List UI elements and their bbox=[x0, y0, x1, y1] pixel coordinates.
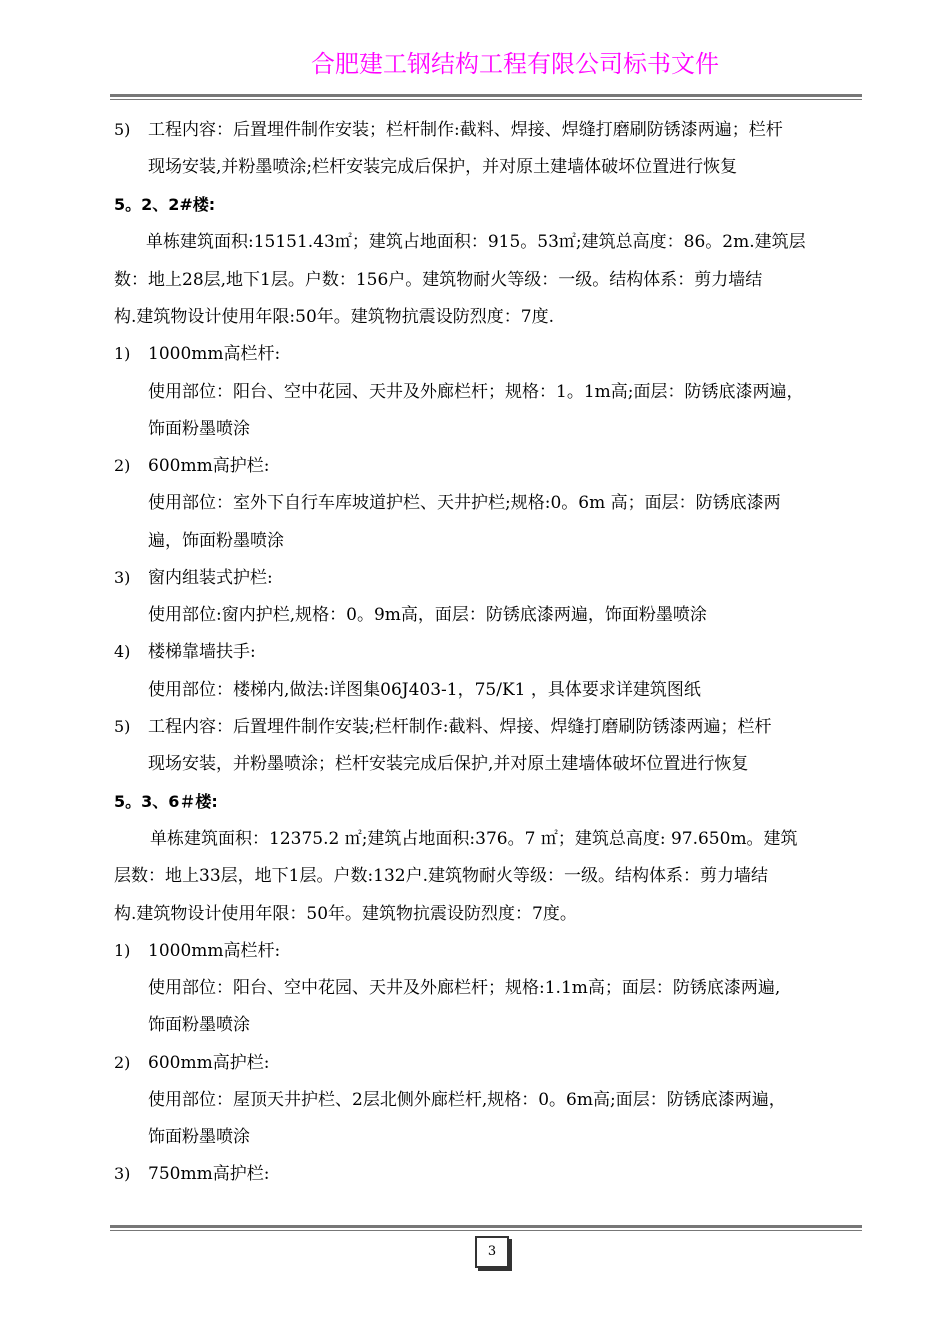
paragraph-line: 使用部位：屋顶天井护栏、2层北侧外廊栏杆,规格：0。6m高;面层：防锈底漆两遍， bbox=[148, 1090, 786, 1110]
paragraph-line: 现场安装，并粉墨喷涂；栏杆安装完成后保护,并对原土建墙体破坏位置进行恢复 bbox=[148, 754, 749, 774]
paragraph-line: 现场安装,并粉墨喷涂;栏杆安装完成后保护，并对原土建墙体破坏位置进行恢复 bbox=[148, 157, 738, 177]
paragraph-line: 数：地上28层,地下1层。户数：156户。建筑物耐火等级：一级。结构体系：剪力墙结 bbox=[114, 270, 763, 290]
list-number: 1) bbox=[114, 941, 131, 960]
paragraph-line: 工程内容：后置埋件制作安装；栏杆制作:截料、焊接、焊缝打磨刷防锈漆两遍；栏杆 bbox=[148, 120, 783, 140]
paragraph-line: 单栋建筑面积：12375.2 ㎡;建筑占地面积:376。7 ㎡；建筑总高度: 97.650m。建筑 bbox=[150, 829, 798, 849]
document-header-title: 合肥建工钢结构工程有限公司标书文件 bbox=[311, 50, 719, 78]
list-number: 2) bbox=[114, 456, 131, 475]
list-number: 5) bbox=[114, 717, 131, 736]
paragraph-line: 饰面粉墨喷涂 bbox=[148, 1015, 250, 1035]
paragraph-line: 遍，饰面粉墨喷涂 bbox=[148, 531, 284, 551]
list-number: 3) bbox=[114, 568, 131, 587]
paragraph-line: 饰面粉墨喷涂 bbox=[148, 419, 250, 439]
list-number: 1) bbox=[114, 344, 131, 363]
paragraph-line: 饰面粉墨喷涂 bbox=[148, 1127, 250, 1147]
list-item-title: 600mm高护栏: bbox=[148, 1053, 270, 1073]
paragraph-line: 单栋建筑面积:15151.43㎡；建筑占地面积：915。53㎡;建筑总高度：86。2m.建筑层 bbox=[146, 232, 806, 252]
list-item-title: 楼梯靠墙扶手: bbox=[148, 642, 256, 662]
paragraph-line: 层数：地上33层，地下1层。户数:132户.建筑物耐火等级：一级。结构体系：剪力墙结 bbox=[114, 866, 769, 886]
list-number: 5) bbox=[114, 120, 131, 139]
paragraph-line: 使用部位：阳台、空中花园、天井及外廊栏杆；规格：1。1m高;面层：防锈底漆两遍， bbox=[148, 382, 804, 402]
paragraph-line: 构.建筑物设计使用年限：50年。建筑物抗震设防烈度：7度。 bbox=[114, 904, 577, 924]
list-number: 2) bbox=[114, 1053, 131, 1072]
paragraph-line: 构.建筑物设计使用年限:50年。建筑物抗震设防烈度：7度. bbox=[114, 307, 554, 327]
section-heading: 5。3、6＃楼: bbox=[114, 792, 218, 811]
page-number: 3 bbox=[475, 1236, 509, 1268]
paragraph-line: 使用部位:窗内护栏,规格：0。9m高，面层：防锈底漆两遍，饰面粉墨喷涂 bbox=[148, 605, 707, 625]
list-item-title: 1000mm高栏杆: bbox=[148, 344, 281, 364]
list-number: 3) bbox=[114, 1164, 131, 1183]
list-number: 4) bbox=[114, 642, 131, 661]
paragraph-line: 使用部位：室外下自行车库坡道护栏、天井护栏;规格:0。6m 高；面层：防锈底漆两 bbox=[148, 493, 781, 513]
paragraph-line: 工程内容：后置埋件制作安装;栏杆制作:截料、焊接、焊缝打磨刷防锈漆两遍；栏杆 bbox=[148, 717, 772, 737]
header-divider bbox=[110, 94, 862, 100]
list-item-title: 750mm高护栏: bbox=[148, 1164, 270, 1184]
list-item-title: 600mm高护栏: bbox=[148, 456, 270, 476]
list-item-title: 1000mm高栏杆: bbox=[148, 941, 281, 961]
paragraph-line: 使用部位：阳台、空中花园、天井及外廊栏杆；规格:1.1m高；面层：防锈底漆两遍, bbox=[148, 978, 781, 998]
footer-divider bbox=[110, 1225, 862, 1231]
paragraph-line: 使用部位：楼梯内,做法:详图集06J403-1，75/K1 ，具体要求详建筑图纸 bbox=[148, 680, 701, 700]
list-item-title: 窗内组装式护栏: bbox=[148, 568, 273, 588]
section-heading: 5。2、2#楼: bbox=[114, 195, 216, 214]
